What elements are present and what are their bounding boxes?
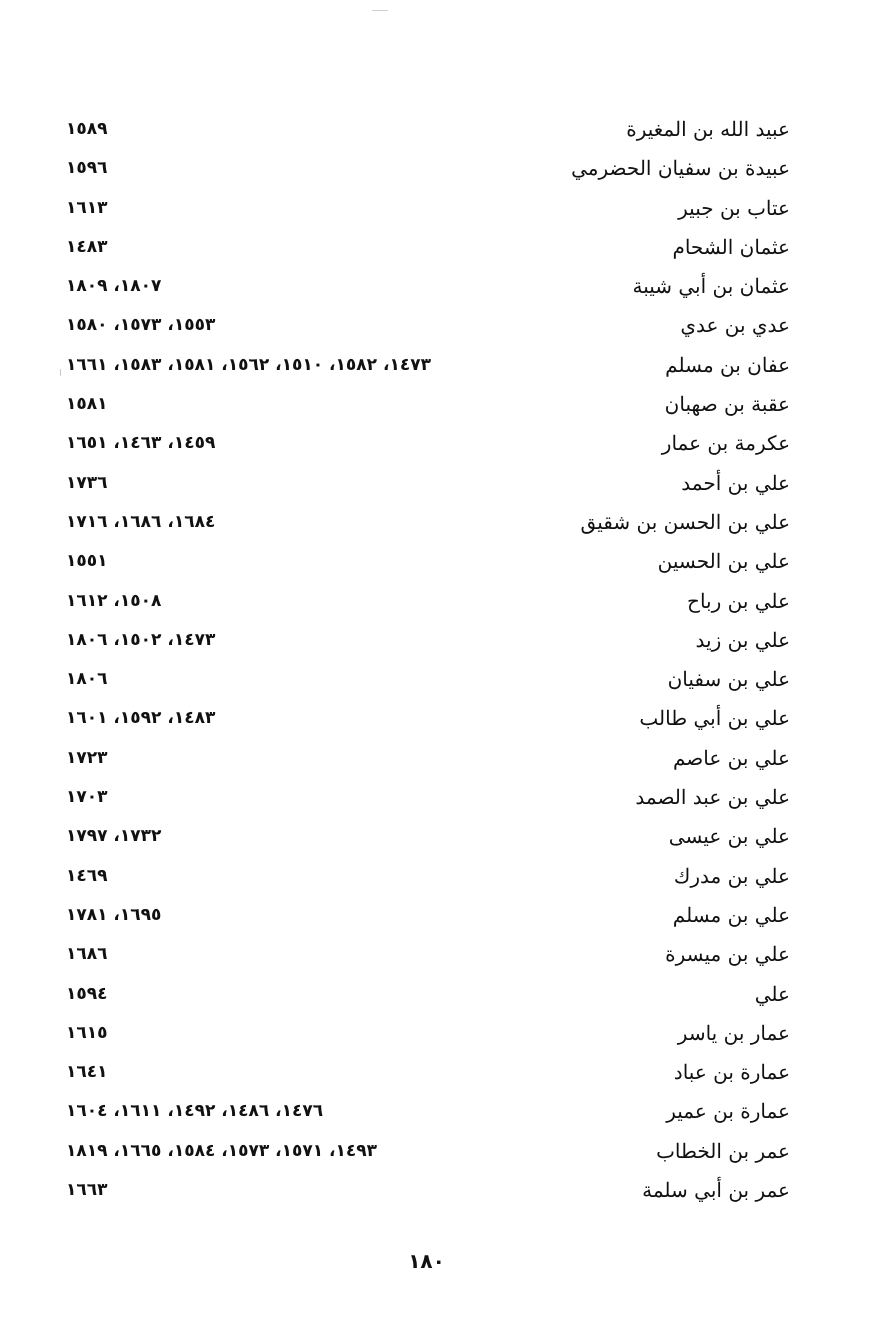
entry-name: علي بن سفيان	[667, 667, 790, 692]
entry-refs: ١٦٨٤، ١٦٨٦، ١٧١٦	[66, 511, 216, 532]
entry-refs: ١٤٨٣، ١٥٩٢، ١٦٠١	[66, 708, 216, 729]
entry-refs: ١٧٣٢، ١٧٩٧	[66, 826, 162, 847]
index-row	[66, 348, 790, 387]
index-row	[66, 859, 790, 898]
entry-name: عكرمة بن عمار	[661, 431, 790, 456]
entry-name: عفان بن مسلم	[665, 352, 790, 377]
entry-name: علي بن ميسرة	[665, 942, 790, 967]
entry-name: عقبة بن صهبان	[664, 392, 790, 417]
entry-name: علي بن مسلم	[672, 902, 790, 927]
index-row	[66, 623, 790, 662]
entry-name: علي بن الحسن بن شقيق	[580, 509, 790, 534]
entry-name: عثمان الشحام	[672, 234, 790, 259]
index-list	[66, 112, 790, 1212]
index-row	[66, 937, 790, 976]
index-row	[66, 1173, 790, 1212]
entry-refs: ١٧٠٣	[66, 787, 108, 808]
index-row	[66, 1016, 790, 1055]
index-row	[66, 191, 790, 230]
index-row	[66, 584, 790, 623]
entry-refs: ١٤٩٣، ١٥٧١، ١٥٧٣، ١٥٨٤، ١٦٦٥، ١٨١٩	[66, 1140, 378, 1161]
entry-name: علي بن الحسين	[657, 549, 790, 574]
entry-name: عتاب بن جبير	[678, 195, 790, 220]
entry-refs: ١٥٩٤	[66, 983, 108, 1004]
margin-tick	[60, 369, 61, 376]
entry-refs: ١٥٩٦	[66, 158, 108, 179]
entry-name: علي بن أحمد	[681, 470, 790, 495]
index-row	[66, 780, 790, 819]
index-row	[66, 544, 790, 583]
entry-refs: ١٥٨١	[66, 394, 108, 415]
index-row	[66, 1094, 790, 1133]
index-row	[66, 387, 790, 426]
index-row	[66, 701, 790, 740]
index-row	[66, 662, 790, 701]
entry-refs: ١٥٥١	[66, 551, 108, 572]
index-row	[66, 426, 790, 465]
entry-refs: ١٤٦٩	[66, 865, 108, 886]
entry-refs: ١٦١٣	[66, 197, 108, 218]
index-row	[66, 151, 790, 190]
entry-refs: ١٤٧٣، ١٥٠٢، ١٨٠٦	[66, 629, 216, 650]
entry-refs: ١٨٠٦	[66, 669, 108, 690]
index-row	[66, 741, 790, 780]
page-number: ١٨٠	[408, 1249, 445, 1273]
entry-name: عبيدة بن سفيان الحضرمي	[571, 156, 790, 181]
entry-refs: ١٦٩٥، ١٧٨١	[66, 904, 162, 925]
entry-name: علي بن أبي طالب	[639, 706, 790, 731]
entry-name: علي بن مدرك	[673, 863, 790, 888]
index-row	[66, 230, 790, 269]
index-row	[66, 466, 790, 505]
entry-refs: ١٦٨٦	[66, 944, 108, 965]
top-rule	[372, 10, 388, 11]
entry-name: عمارة بن عمير	[666, 1099, 790, 1124]
index-row	[66, 898, 790, 937]
entry-name: عثمان بن أبي شيبة	[632, 274, 790, 299]
index-row	[66, 1134, 790, 1173]
entry-name: علي بن زيد	[695, 627, 790, 652]
index-row	[66, 269, 790, 308]
entry-name: علي بن عاصم	[672, 745, 790, 770]
entry-name: عمر بن الخطاب	[656, 1138, 790, 1163]
entry-name: عمار بن ياسر	[677, 1020, 790, 1045]
entry-name: علي	[754, 981, 790, 1006]
index-row	[66, 977, 790, 1016]
index-row	[66, 1055, 790, 1094]
entry-refs: ١٨٠٧، ١٨٠٩	[66, 276, 162, 297]
entry-refs: ١٤٨٣	[66, 236, 108, 257]
entry-refs: ١٧٣٦	[66, 472, 108, 493]
entry-refs: ١٤٥٩، ١٤٦٣، ١٦٥١	[66, 433, 216, 454]
entry-refs: ١٤٧٦، ١٤٨٦، ١٤٩٢، ١٦١١، ١٦٠٤	[66, 1101, 324, 1122]
entry-name: علي بن عيسى	[668, 824, 790, 849]
entry-name: علي بن عبد الصمد	[635, 785, 790, 810]
entry-name: عمارة بن عباد	[673, 1060, 790, 1085]
entry-refs: ١٤٧٣، ١٥٨٢، ١٥١٠، ١٥٦٢، ١٥٨١، ١٥٨٣، ١٦٦١	[66, 354, 431, 375]
index-row	[66, 308, 790, 347]
index-row	[66, 819, 790, 858]
index-row	[66, 112, 790, 151]
entry-refs: ١٦١٥	[66, 1022, 108, 1043]
entry-refs: ١٥٠٨، ١٦١٢	[66, 590, 162, 611]
index-row	[66, 505, 790, 544]
entry-name: عدي بن عدي	[680, 313, 790, 338]
entry-refs: ١٥٨٩	[66, 119, 108, 139]
entry-refs: ١٦٦٣	[66, 1180, 108, 1201]
entry-refs: ١٧٢٣	[66, 747, 108, 768]
entry-name: علي بن رباح	[687, 588, 790, 613]
entry-refs: ١٥٥٣، ١٥٧٣، ١٥٨٠	[66, 315, 216, 336]
entry-name: عمر بن أبي سلمة	[642, 1178, 790, 1203]
entry-refs: ١٦٤١	[66, 1062, 108, 1083]
entry-name: عبيد الله بن المغيرة	[626, 117, 790, 141]
